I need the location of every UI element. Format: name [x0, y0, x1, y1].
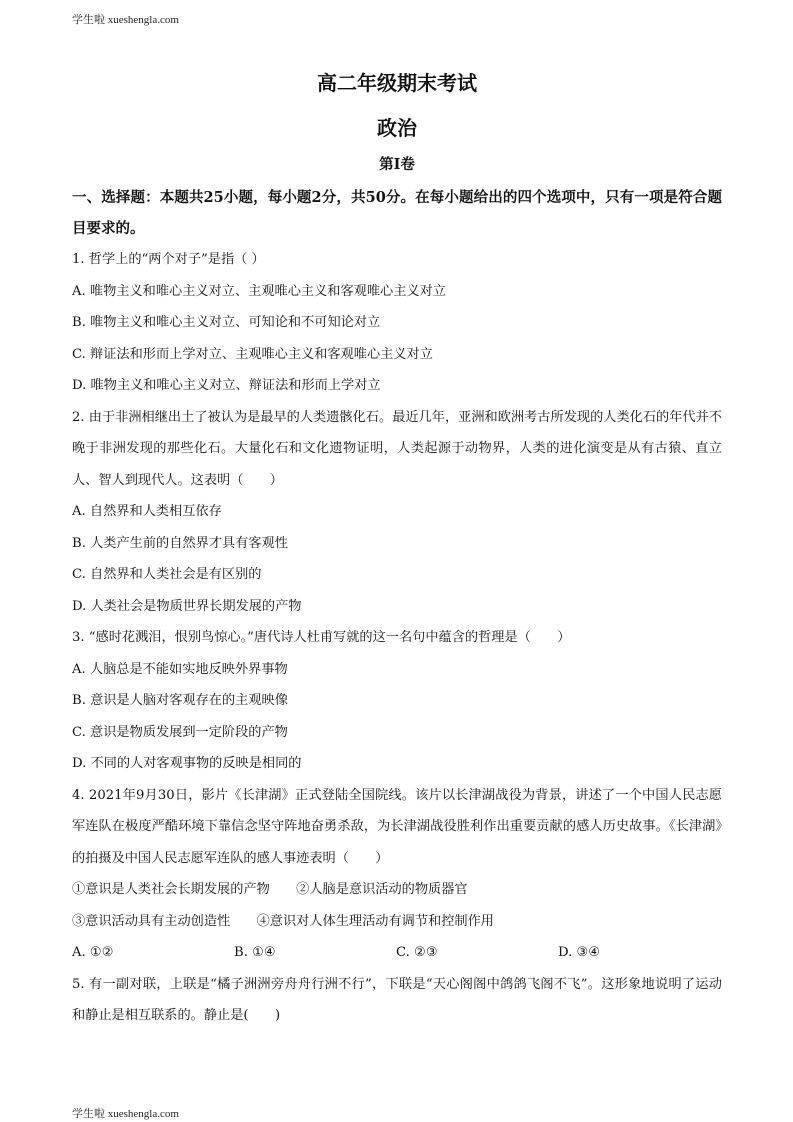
question-stem: 5. 有一副对联，上联是“橘子洲洲旁舟舟行洲不行”，下联是“天心阁阁中鸽鸽飞阁不飞”。这形象地说明了运动和静止是相互联系的。静止是( ) [72, 976, 722, 1023]
exam-page [72, 68, 722, 1032]
watermark-header: 学生啦 xueshengla.com [72, 14, 179, 26]
question-stem: 4. 2021年9月30日，影片《长津湖》正式登陆全国院线。该片以长津湖战役为背景，讲述了一个中国人民志愿军连队在极度严酷环境下靠信念坚守阵地奋勇杀敌，为长津湖战役胜利作出重要贡献的感人历史故事。《长津湖》的拍摄及中国人民志愿军连队的感人事迹表明（ ） [72, 787, 722, 866]
option-b: B. 唯物主义和唯心主义对立、可知论和不可知论对立 [72, 315, 381, 330]
exam-title: 高二年级期末考试 [317, 71, 477, 95]
statement-row: ①意识是人类社会长期发展的产物 ②人脑是意识活动的物质器官 [72, 882, 468, 897]
exam-subject: 政治 [377, 116, 417, 140]
option-c: C. 自然界和人类社会是有区别的 [72, 567, 262, 582]
watermark-footer: 学生啦 xueshengla.com [72, 1108, 179, 1120]
question-4 [72, 780, 722, 969]
option-b: B. 人类产生前的自然界才具有客观性 [72, 535, 288, 551]
option-d: D. ③④ [558, 945, 601, 960]
question-5 [72, 969, 722, 1032]
option-d: D. 不同的人对客观事物的反映是相同的 [72, 756, 302, 771]
option-c: C. ②③ [396, 945, 438, 960]
option-b: B. 意识是人脑对客观存在的主观映像 [72, 693, 288, 708]
section-instructions: 一、选择题：本题共25小题，每小题2分，共50分。在每小题给出的四个选项中，只有一项是符合题目要求的。 [72, 189, 722, 237]
question-3 [72, 622, 722, 780]
option-b: B. ①④ [234, 945, 276, 960]
option-a: A. ①② [72, 945, 114, 960]
statement-row: ③意识活动具有主动创造性 ④意识对人体生理活动有调节和控制作用 [72, 913, 494, 929]
question-2 [72, 402, 722, 623]
option-c: C. 辩证法和形而上学对立、主观唯心主义和客观唯心主义对立 [72, 346, 433, 362]
option-c: C. 意识是物质发展到一定阶段的产物 [72, 724, 288, 740]
option-d: D. 唯物主义和唯心主义对立、辩证法和形而上学对立 [72, 378, 381, 393]
option-a: A. 自然界和人类相互依存 [72, 504, 222, 519]
question-1 [72, 244, 722, 402]
option-a: A. 唯物主义和唯心主义对立、主观唯心主义和客观唯心主义对立 [72, 283, 446, 299]
question-stem: 3. “感时花溅泪，恨别鸟惊心。”唐代诗人杜甫写就的这一名句中蕴含的哲理是（ ） [72, 630, 571, 645]
question-stem: 1. 哲学上的“两个对子”是指（ ） [72, 252, 265, 267]
option-a: A. 人脑总是不能如实地反映外界事物 [72, 661, 288, 677]
exam-volume: 第Ⅰ卷 [379, 156, 415, 173]
options-row [72, 937, 722, 969]
question-stem: 2. 由于非洲相继出土了被认为是最早的人类遗骸化石。最近几年，亚洲和欧洲考古所发现的人类化石的年代并不晚于非洲发现的那些化石。大量化石和文化遗物证明，人类起源于动物界，人类的进化演变是从有古猿、直立人、智人到现代人。这表明（ ） [72, 409, 722, 488]
option-d: D. 人类社会是物质世界长期发展的产物 [72, 598, 302, 614]
